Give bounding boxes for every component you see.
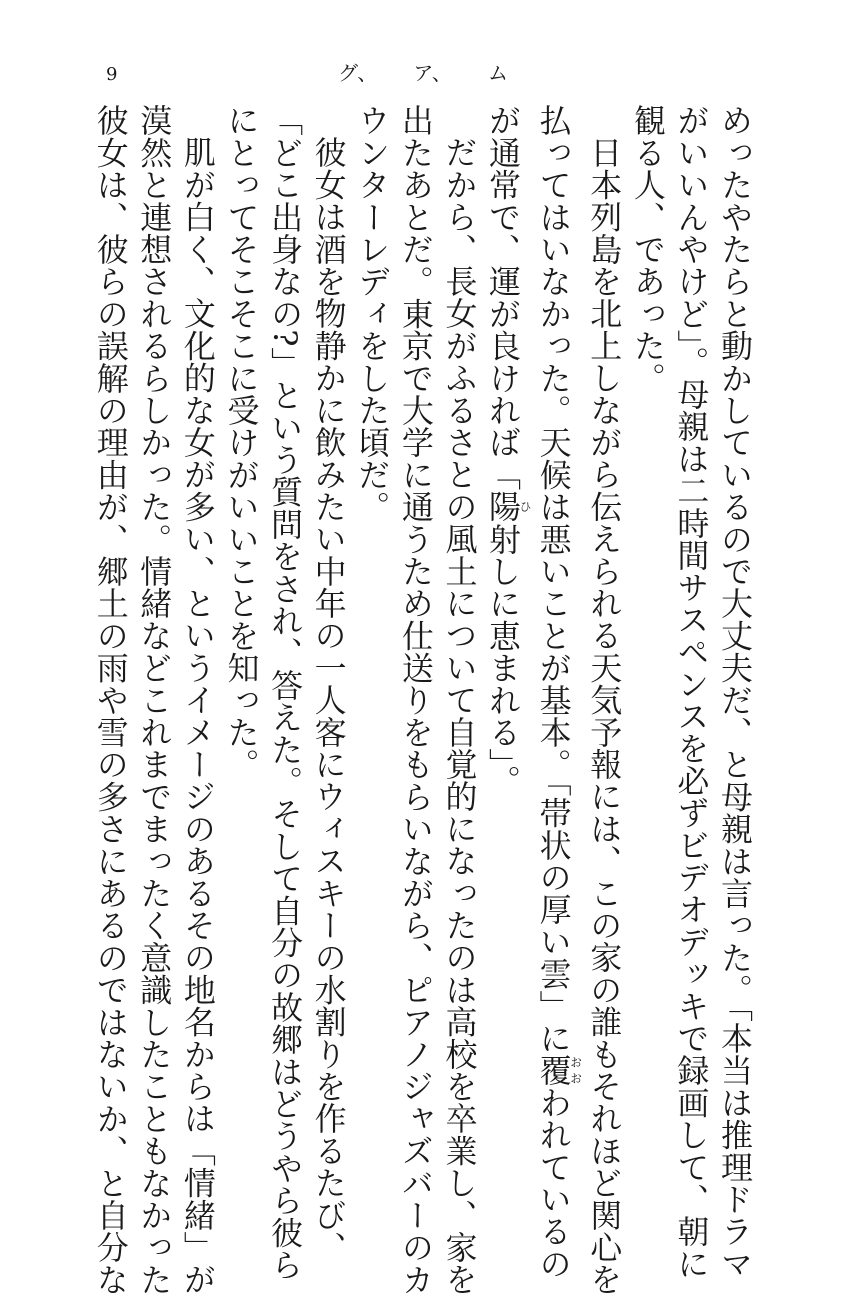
text-line: 彼女は、彼らの誤解の理由が、郷土の雨や雪の多さにあるのではないか、と自分な bbox=[91, 104, 130, 1295]
text-line: 漠然と連想されるらしかった。情緒などこれまでまったく意識したこともなかった bbox=[135, 104, 174, 1295]
text-line: 「どこ出身なの?」という質問をされ、答えた。そして自分の故郷はどうやら彼ら bbox=[266, 104, 305, 1281]
ruby-base: 陽 bbox=[484, 490, 523, 523]
page-number: 9 bbox=[106, 64, 118, 85]
text-line: 彼女は酒を物静かに飲みたい中年の一人客にウィスキーの水割りを作るたび、 bbox=[309, 136, 348, 1263]
text-segment: 射しに恵まれる」。 bbox=[484, 522, 523, 797]
running-title-part: グ、 bbox=[338, 61, 378, 85]
running-title-part: ム bbox=[487, 61, 508, 85]
text-line: がいいんやけど」。母親は二時間サスペンスを必ずビデオデッキで録画して、朝に bbox=[672, 104, 711, 1280]
text-line: 日本列島を北上しながら伝えられる天気予報には、この家の誰もそれほど関心を bbox=[585, 136, 624, 1295]
ruby-word bbox=[484, 490, 533, 523]
ruby-word bbox=[534, 1054, 583, 1087]
text-segment: が通常で、運が良ければ「 bbox=[484, 104, 523, 491]
text-line bbox=[531, 104, 583, 1280]
text-line: 出たあとだ。東京で大学に通うため仕送りをもらいながら、ピアノジャズバーのカ bbox=[396, 104, 435, 1295]
text-line: にとってそこそこに受けがいいことを知った。 bbox=[222, 104, 261, 781]
text-line: めったやたらと動かしているので大丈夫だ、と母親は言った。「本当は推理ドラマ bbox=[716, 104, 754, 1280]
running-title bbox=[338, 62, 508, 84]
text-line: ウンターレディをした頃だ。 bbox=[353, 104, 392, 523]
text-line: だから、長女がふるさとの風土について自覚的になったのは高校を卒業し、家を bbox=[440, 136, 479, 1295]
text-segment: われているの bbox=[534, 1086, 573, 1280]
ruby-base: 覆 bbox=[534, 1054, 573, 1087]
text-segment: 払ってはいなかった。天候は悪いことが基本。「帯状の厚い雲」に bbox=[534, 104, 573, 1054]
ruby-reading: ひ bbox=[518, 490, 533, 523]
text-line: 肌が白く、文化的な女が多い、というイメージのあるその地名からは「情緒」が bbox=[178, 136, 217, 1295]
text-line bbox=[480, 104, 531, 1144]
vertical-body-text bbox=[91, 104, 756, 1295]
ruby-reading: おお bbox=[568, 1054, 583, 1087]
text-line: 観る人、であった。 bbox=[628, 104, 667, 394]
running-title-part: ア、 bbox=[413, 61, 452, 85]
